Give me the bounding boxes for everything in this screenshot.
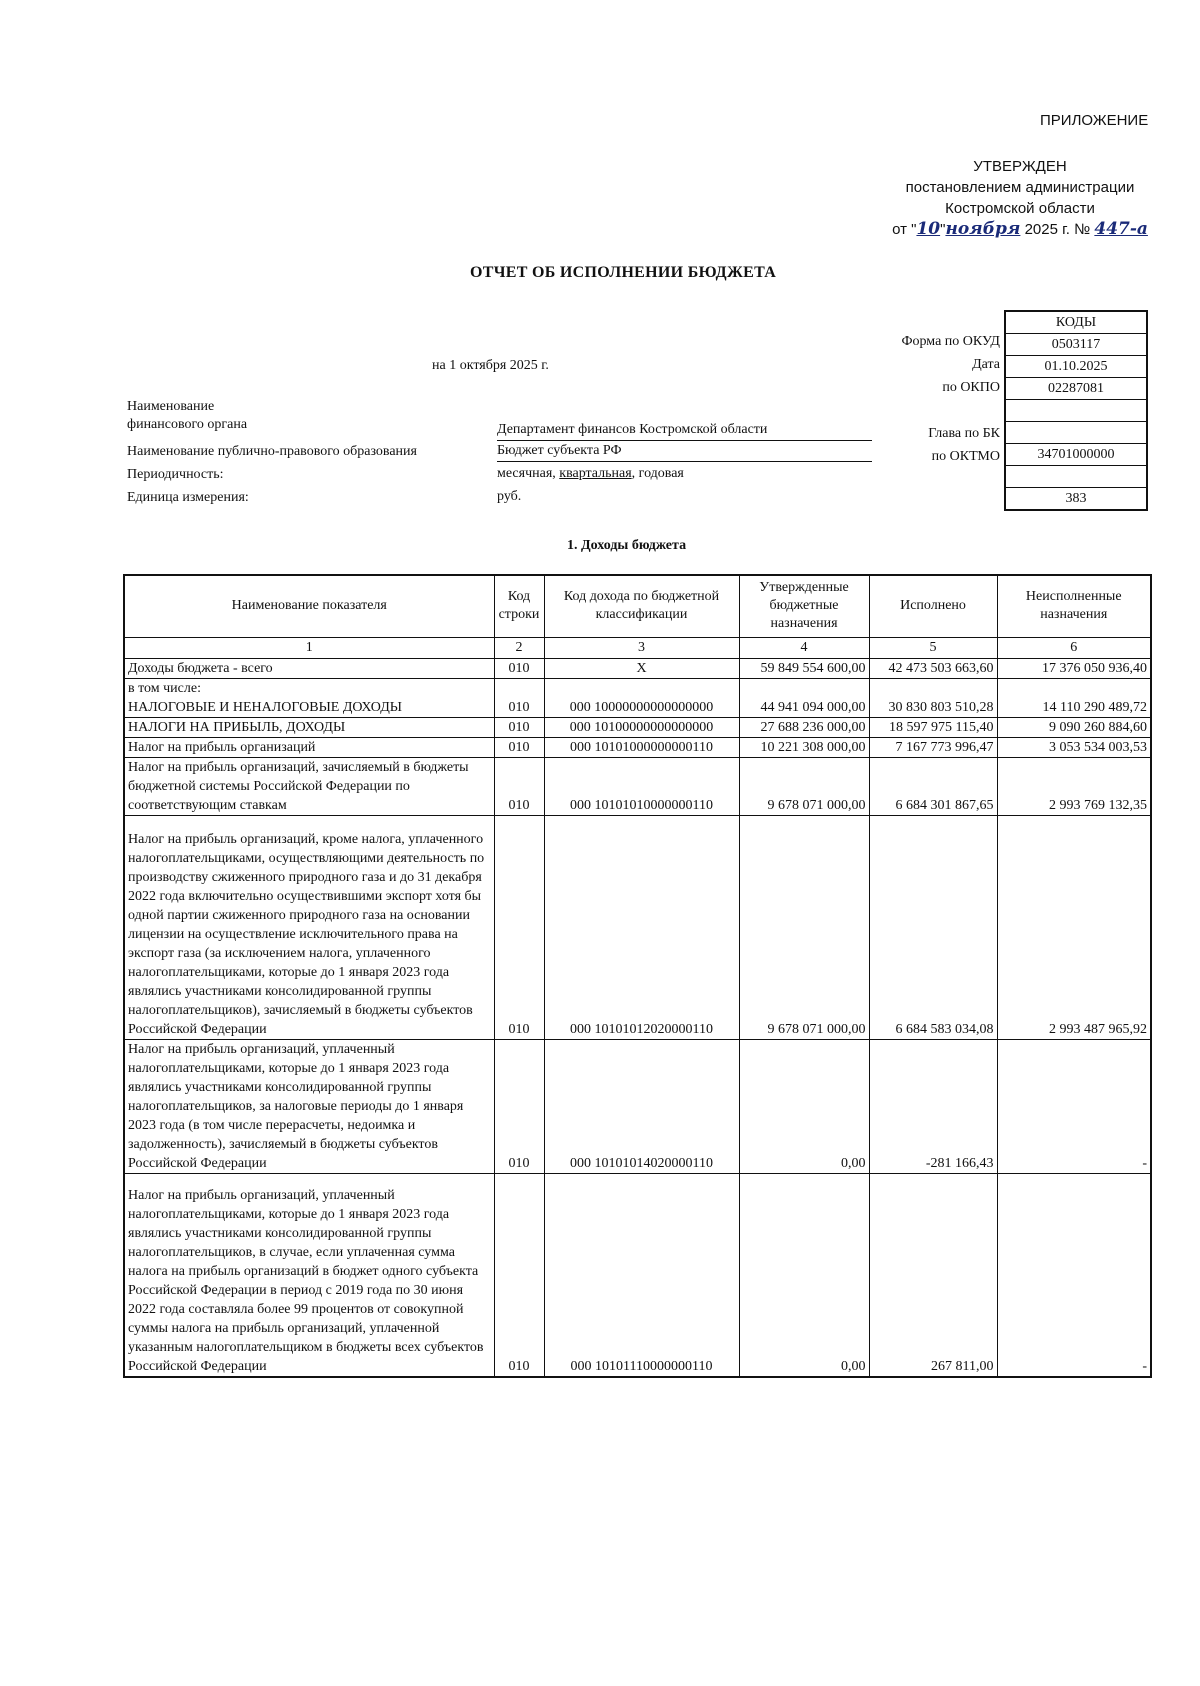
row-approved: 44 941 094 000,00 xyxy=(739,678,869,717)
row-income-code: 000 10101000000000110 xyxy=(544,737,739,757)
report-date: на 1 октября 2025 г. xyxy=(432,358,549,373)
codes-table xyxy=(1004,310,1148,511)
table-row xyxy=(124,658,1151,678)
period-suffix: , годовая xyxy=(631,466,684,481)
approval-month: ноября xyxy=(945,219,1021,239)
row-line-code: 010 xyxy=(494,658,544,678)
row-unexecuted: 2 993 487 965,92 xyxy=(997,815,1151,1039)
code-label-bk: Глава по БК xyxy=(928,426,1000,441)
row-name: Налог на прибыль организаций, уплаченный налогоплательщиками, которые до 1 января 2023 года являлись участниками консолидированной группы налогоплательщиков, за налоговые периоды до 1 января 2023 года (в том числе перерасчеты, недоимка и задолженность), зачисляемый в бюджеты субъектов Российской Федерации xyxy=(124,1039,494,1173)
table-header-row xyxy=(124,575,1151,637)
appendix-label: ПРИЛОЖЕНИЕ xyxy=(1040,112,1149,129)
row-line-code: 010 xyxy=(494,737,544,757)
row-unexecuted: 2 993 769 132,35 xyxy=(997,757,1151,815)
row-income-code: 000 10101014020000110 xyxy=(544,1039,739,1173)
row-approved: 10 221 308 000,00 xyxy=(739,737,869,757)
row-income-code: 000 10101012020000110 xyxy=(544,815,739,1039)
table-row xyxy=(124,1173,1151,1377)
approval-day: 10 xyxy=(916,219,941,239)
row-executed: 6 684 583 034,08 xyxy=(869,815,997,1039)
row-name: Налог на прибыль организаций, кроме налога, уплаченного налогоплательщиками, осуществляющими деятельность по производству сжиженного природного газа и до 31 декабря 2022 года включительно осуществившими экспорт хотя бы одной партии сжиженного природного газа на основании лицензии на осуществление исключительного права на экспорт газа (за исключением налога, уплаченного налогоплательщиками, которые до 1 января 2023 года являлись участниками консолидированной группы налогоплательщиков), зачисляемый в бюджеты субъектов Российской Федерации xyxy=(124,815,494,1039)
entity-underline xyxy=(497,461,872,462)
row-income-code: 000 10100000000000000 xyxy=(544,717,739,737)
fin-org-label-2: финансового органа xyxy=(127,417,248,432)
row-executed: 7 167 773 996,47 xyxy=(869,737,997,757)
code-label-okud: Форма по ОКУД xyxy=(901,334,1000,349)
header-income-code: Код дохода по бюджетной классификации xyxy=(544,575,739,637)
col-num-3: 3 xyxy=(544,637,739,658)
approval-date-prefix: от " xyxy=(892,221,917,238)
approval-year: 2025 г. № xyxy=(1020,221,1095,238)
code-empty-1 xyxy=(1005,400,1147,422)
period-label: Периодичность: xyxy=(127,467,224,482)
row-unexecuted: 17 376 050 936,40 xyxy=(997,658,1151,678)
approval-number: 447-а xyxy=(1094,219,1148,239)
fin-org-label-1: Наименование xyxy=(127,399,215,414)
row-name xyxy=(124,678,494,717)
code-okei: 383 xyxy=(1005,488,1147,511)
table-row xyxy=(124,1039,1151,1173)
row-line-code: 010 xyxy=(494,717,544,737)
row-executed: -281 166,43 xyxy=(869,1039,997,1173)
row-executed: 42 473 503 663,60 xyxy=(869,658,997,678)
entity-value: Бюджет субъекта РФ xyxy=(497,443,622,458)
header-unexecuted: Неисполненные назначения xyxy=(997,575,1151,637)
row-line-code: 010 xyxy=(494,1039,544,1173)
column-number-row xyxy=(124,637,1151,658)
row-unexecuted: 3 053 534 003,53 xyxy=(997,737,1151,757)
row-name-text: НАЛОГОВЫЕ И НЕНАЛОГОВЫЕ ДОХОДЫ xyxy=(128,699,402,715)
header-executed: Исполнено xyxy=(869,575,997,637)
row-unexecuted: 14 110 290 489,72 xyxy=(997,678,1151,717)
row-approved: 27 688 236 000,00 xyxy=(739,717,869,737)
row-executed: 18 597 975 115,40 xyxy=(869,717,997,737)
header-approved: Утвержденные бюджетные назначения xyxy=(739,575,869,637)
code-okud: 0503117 xyxy=(1005,334,1147,356)
row-approved: 59 849 554 600,00 xyxy=(739,658,869,678)
code-bk xyxy=(1005,422,1147,444)
row-executed: 267 811,00 xyxy=(869,1173,997,1377)
section-title: 1. Доходы бюджета xyxy=(567,538,687,553)
row-approved: 0,00 xyxy=(739,1173,869,1377)
header-name: Наименование показателя xyxy=(124,575,494,637)
row-unexecuted: 9 090 260 884,60 xyxy=(997,717,1151,737)
approval-block xyxy=(870,156,1170,240)
approval-date-line xyxy=(870,219,1170,240)
approval-line-1: УТВЕРЖДЕН xyxy=(973,158,1067,175)
row-line-code: 010 xyxy=(494,678,544,717)
col-num-5: 5 xyxy=(869,637,997,658)
col-num-4: 4 xyxy=(739,637,869,658)
unit-value: руб. xyxy=(497,489,522,504)
code-date: 01.10.2025 xyxy=(1005,356,1147,378)
row-income-code: 000 10101010000000110 xyxy=(544,757,739,815)
approval-date-mid: " xyxy=(940,221,946,238)
unit-label: Единица измерения: xyxy=(127,490,249,505)
period-value xyxy=(497,466,684,482)
code-label-date: Дата xyxy=(972,357,1000,372)
table-row xyxy=(124,678,1151,717)
row-sub-label: в том числе: xyxy=(128,680,201,696)
row-name: Налог на прибыль организаций, уплаченный налогоплательщиками, которые до 1 января 2023 года являлись участниками консолидированной группы налогоплательщиков, в случае, если уплаченная сумма налога на прибыль организаций в бюджет одного субъекта Российской Федерации в период с 2019 года по 30 июня 2022 года составляла более 99 процентов от совокупной суммы налога на прибыль организаций, уплаченной указанным налогоплательщиком в бюджеты всех субъектов Российской Федерации xyxy=(124,1173,494,1377)
row-name: Налог на прибыль организаций xyxy=(124,737,494,757)
code-label-okpo: по ОКПО xyxy=(942,380,1000,395)
col-num-6: 6 xyxy=(997,637,1151,658)
fin-org-underline xyxy=(497,440,872,441)
row-approved: 9 678 071 000,00 xyxy=(739,757,869,815)
period-prefix: месячная, xyxy=(497,466,560,481)
col-num-2: 2 xyxy=(494,637,544,658)
code-oktmo: 34701000000 xyxy=(1005,444,1147,466)
row-executed: 6 684 301 867,65 xyxy=(869,757,997,815)
approval-line-2: постановлением администрации xyxy=(905,179,1135,196)
row-executed: 30 830 803 510,28 xyxy=(869,678,997,717)
report-title: ОТЧЕТ ОБ ИСПОЛНЕНИИ БЮДЖЕТА xyxy=(470,264,777,281)
income-table xyxy=(123,574,1152,1378)
row-name: Налог на прибыль организаций, зачисляемый в бюджеты бюджетной системы Российской Федерации по соответствующим ставкам xyxy=(124,757,494,815)
row-unexecuted: - xyxy=(997,1173,1151,1377)
row-line-code: 010 xyxy=(494,1173,544,1377)
table-row xyxy=(124,737,1151,757)
period-selected: квартальная xyxy=(559,466,632,481)
row-approved: 0,00 xyxy=(739,1039,869,1173)
table-row xyxy=(124,717,1151,737)
code-empty-2 xyxy=(1005,466,1147,488)
row-income-code: 000 10101110000000110 xyxy=(544,1173,739,1377)
header-line-code: Код строки xyxy=(494,575,544,637)
fin-org-value: Департамент финансов Костромской области xyxy=(497,422,768,437)
row-income-code: X xyxy=(544,658,739,678)
codes-header: КОДЫ xyxy=(1005,311,1147,334)
col-num-1: 1 xyxy=(124,637,494,658)
table-row xyxy=(124,815,1151,1039)
row-line-code: 010 xyxy=(494,815,544,1039)
row-approved: 9 678 071 000,00 xyxy=(739,815,869,1039)
code-okpo: 02287081 xyxy=(1005,378,1147,400)
approval-line-3: Костромской области xyxy=(945,200,1095,217)
fin-org-label xyxy=(127,398,247,434)
row-line-code: 010 xyxy=(494,757,544,815)
row-name: НАЛОГИ НА ПРИБЫЛЬ, ДОХОДЫ xyxy=(124,717,494,737)
code-label-oktmo: по ОКТМО xyxy=(931,449,1000,464)
row-name: Доходы бюджета - всего xyxy=(124,658,494,678)
table-row xyxy=(124,757,1151,815)
row-unexecuted: - xyxy=(997,1039,1151,1173)
entity-label: Наименование публично-правового образования xyxy=(127,444,417,459)
row-income-code: 000 10000000000000000 xyxy=(544,678,739,717)
